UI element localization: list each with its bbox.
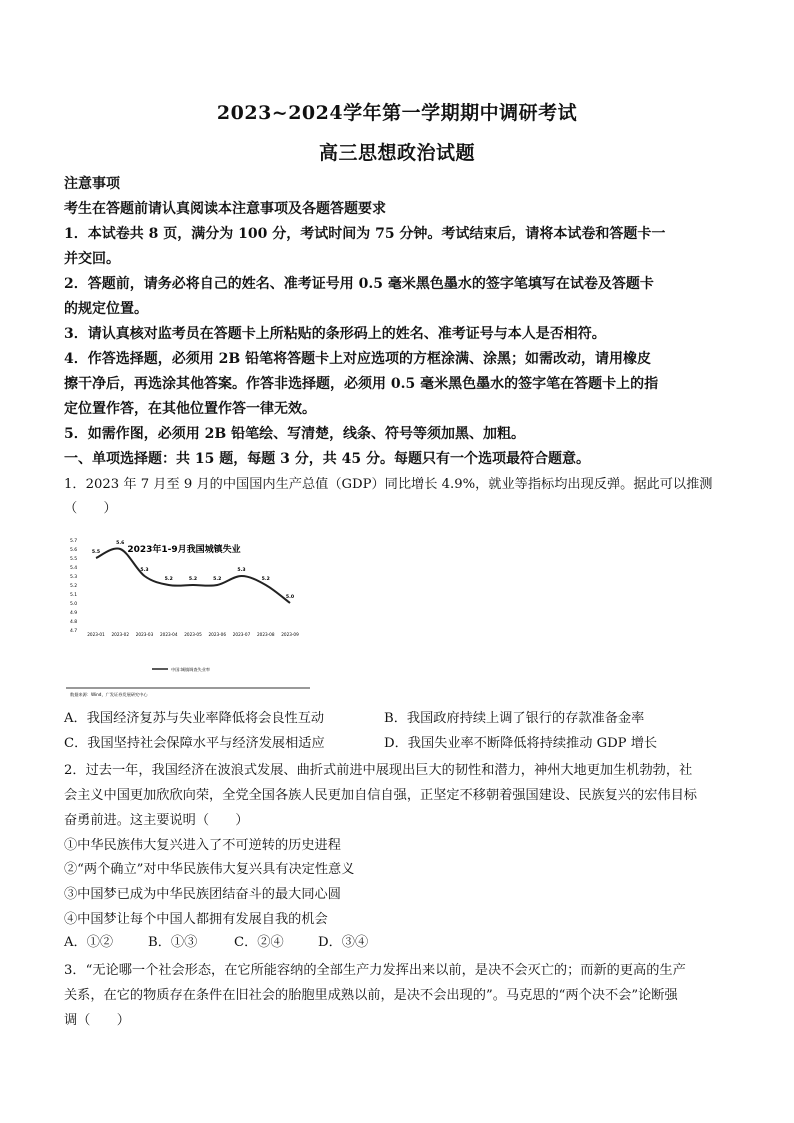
q2-item: ④中国梦让每个中国人都拥有发展自我的机会 (64, 912, 328, 927)
y-tick-label: 4.8 (70, 620, 78, 625)
notice-line: 并交回。 (64, 251, 120, 267)
x-tick-label: 2023-04 (160, 632, 178, 637)
x-tick-label: 2023-09 (281, 632, 299, 637)
q2-option-a: A．①② (64, 935, 114, 950)
q2-item: ①中华民族伟大复兴进入了不可逆转的历史进程 (64, 838, 341, 853)
q2-option-b: B．①③ (148, 935, 198, 950)
x-tick-label: 2023-03 (135, 632, 154, 637)
x-tick-label: 2023-02 (111, 632, 129, 637)
q1-option-d: D．我国失业率不断降低将持续推动 GDP 增长 (384, 736, 658, 751)
question-stem: 3．“无论哪一个社会形态，在它所能容纳的全部生产力发挥出来以前，是决不会灭亡的；而新的更高的生产 (64, 963, 686, 978)
notice-line: 4．作答选择题，必须用 2B 铅笔将答题卡上对应选项的方框涂满、涂黑；如需改动，请用橡皮 (64, 351, 652, 367)
q1-option-a: A．我国经济复苏与失业率降低将会良性互动 (64, 711, 325, 726)
x-tick-label: 2023-05 (184, 632, 202, 637)
y-tick-label: 4.9 (70, 611, 78, 616)
y-tick-label: 5.0 (70, 602, 78, 607)
data-label: 5.0 (285, 595, 295, 600)
data-label: 5.2 (188, 577, 198, 582)
question-stem: （ ） (64, 501, 117, 516)
q1-option-c: C．我国坚持社会保障水平与经济发展相适应 (64, 736, 325, 751)
section-heading: 一、单项选择题：共 15 题，每题 3 分，共 45 分。每题只有一个选项最符合题意。 (64, 451, 590, 467)
notice-line: 3．请认真核对监考员在答题卡上所粘贴的条形码上的姓名、准考证号与本人是否相符。 (64, 326, 606, 342)
notice-line: 1．本试卷共 8 页，满分为 100 分，考试时间为 75 分钟。考试结束后，请将本试卷和答题卡一 (64, 226, 666, 242)
series-line (96, 548, 290, 603)
x-tick-label: 2023-01 (87, 632, 105, 637)
notice-line: 5．如需作图，必须用 2B 铅笔绘、写清楚，线条、符号等须加黑、加粗。 (64, 426, 526, 442)
legend-label: 中国:城镇调查失业率 (171, 667, 211, 672)
data-label: 5.6 (116, 541, 125, 546)
chart-source: 数据来源：Wind，广发证券发展研究中心 (70, 692, 148, 697)
x-tick-label: 2023-08 (257, 632, 275, 637)
data-label: 5.3 (140, 568, 149, 573)
y-tick-label: 5.7 (70, 539, 78, 544)
data-label: 5.5 (91, 550, 101, 555)
chart-title: 2023年1-9月我国城镇失业 (127, 545, 241, 555)
notice-line: 2．答题前，请务必将自己的姓名、准考证号用 0.5 毫米黑色墨水的签字笔填写在试卷及答题卡 (64, 276, 654, 292)
exam-subtitle: 高三思想政治试题 (318, 142, 475, 164)
x-tick-label: 2023-07 (232, 632, 251, 637)
notice-line: 擦干净后，再选涂其他答案。作答非选择题，必须用 0.5 毫米黑色墨水的签字笔在答题卡上的指 (64, 376, 659, 392)
q1-option-b: B．我国政府持续上调了银行的存款准备金率 (384, 711, 645, 726)
y-tick-label: 4.7 (70, 629, 78, 634)
data-label: 5.2 (213, 577, 222, 582)
q2-option-c: C．②④ (234, 935, 284, 950)
data-label: 5.2 (261, 577, 270, 582)
q2-option-d: D．③④ (318, 935, 369, 950)
notice-line: 的规定位置。 (64, 301, 148, 317)
question-stem: 奋勇前进。这主要说明（ ） (64, 813, 249, 828)
notice-line: 定位置作答，在其他位置作答一律无效。 (64, 401, 316, 417)
unemployment-chart (66, 528, 310, 700)
notice-heading: 注意事项 (64, 176, 120, 192)
question-stem: 会主义中国更加欣欣向荣，全党全国各族人民更加自信自强，正坚定不移朝着强国建设、民族复兴的宏伟目标 (64, 788, 697, 803)
y-tick-label: 5.4 (70, 566, 78, 571)
y-tick-label: 5.3 (70, 575, 78, 580)
y-tick-label: 5.1 (70, 593, 78, 598)
question-stem: 2．过去一年，我国经济在波浪式发展、曲折式前进中展现出巨大的韧性和潜力，神州大地更加生机勃勃，社 (64, 763, 693, 778)
x-tick-label: 2023-06 (208, 632, 226, 637)
chart-svg (66, 528, 310, 700)
data-label: 5.2 (164, 577, 173, 582)
y-tick-label: 5.5 (70, 557, 78, 562)
y-tick-label: 5.6 (70, 548, 78, 553)
data-label: 5.3 (237, 568, 246, 573)
q2-item: ③中国梦已成为中华民族团结奋斗的最大同心圆 (64, 887, 341, 902)
notice-intro: 考生在答题前请认真阅读本注意事项及各题答题要求 (64, 201, 386, 217)
question-stem: 调（ ） (64, 1013, 130, 1028)
question-stem: 关系，在它的物质存在条件在旧社会的胎胞里成熟以前，是决不会出现的”。马克思的“两个决不会”论断强 (64, 988, 678, 1003)
exam-title: 2023~2024学年第一学期期中调研考试 (216, 102, 578, 124)
q2-item: ②“两个确立”对中华民族伟大复兴具有决定性意义 (64, 862, 355, 877)
question-stem: 1．2023 年 7 月至 9 月的中国国内生产总值（GDP）同比增长 4.9%，就业等指标均出现反弹。据此可以推测 (64, 477, 713, 492)
y-tick-label: 5.2 (70, 584, 78, 589)
